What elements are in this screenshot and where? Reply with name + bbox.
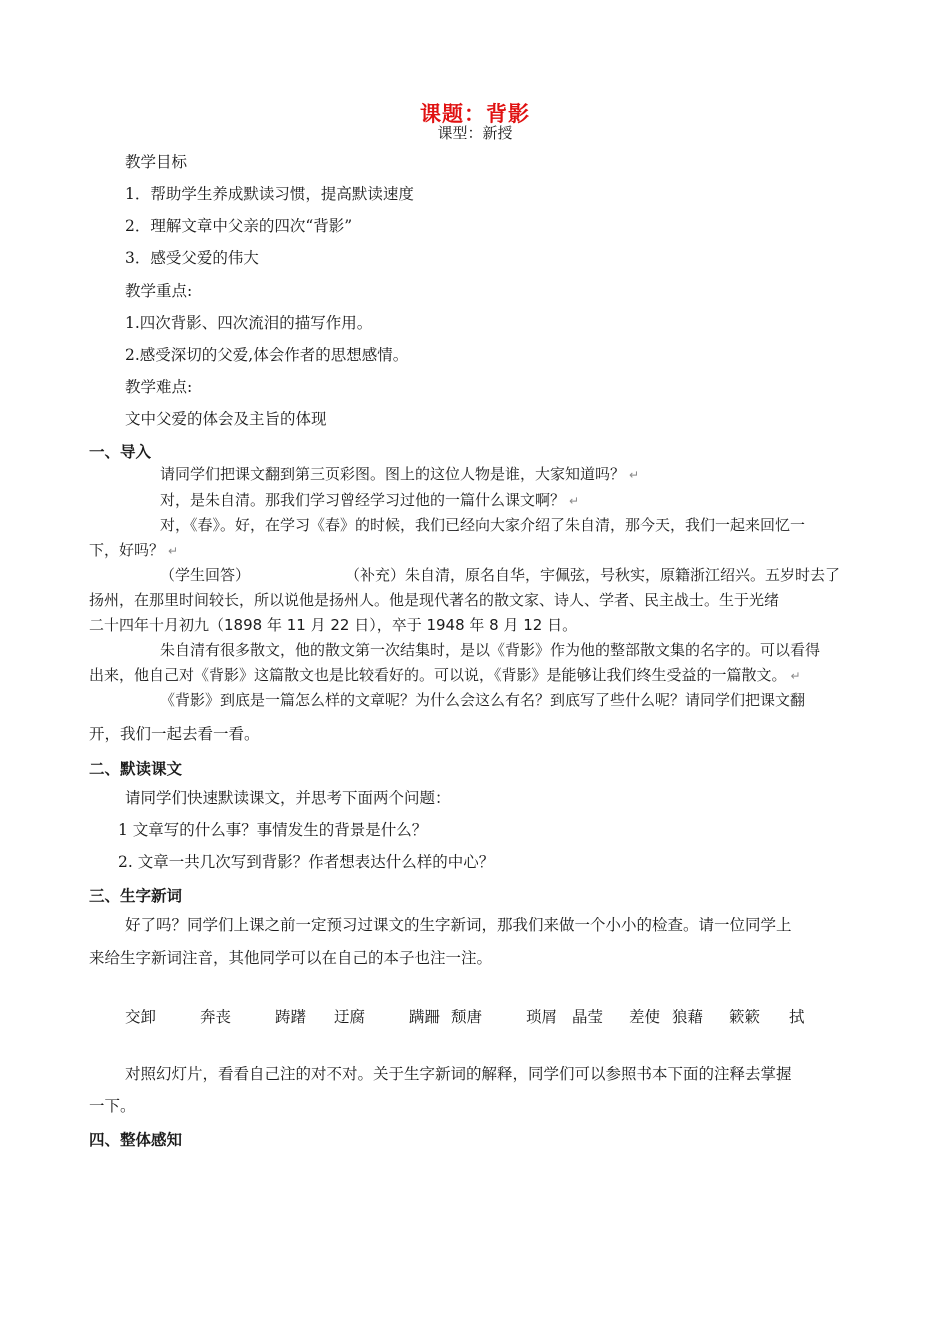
key-point-item: 2.感受深切的父爱,体会作者的思想感情。	[125, 346, 409, 364]
section-heading-vocabulary: 三、生字新词	[89, 887, 183, 905]
intro-paragraph: 朱自清有很多散文，他的散文第一次结集时，是以《背影》作为他的整部散文集的名字的。可以看得	[160, 641, 821, 659]
supplement-text: （补充）朱自清，原名自华，宇佩弦，号秋实，原籍浙江绍兴。五岁时去了	[345, 566, 841, 584]
intro-paragraph: 对，《春》。好，在学习《春》的时候，我们已经向大家介绍了朱自清，那今天，我们一起来回忆一	[160, 516, 806, 534]
objective-item: 1．帮助学生养成默读习惯，提高默读速度	[125, 185, 414, 203]
lesson-type: 课型：新授	[437, 124, 513, 142]
silent-reading-intro: 请同学们快速默读课文，并思考下面两个问题：	[125, 789, 451, 807]
vocabulary-word: 交卸	[125, 1008, 157, 1026]
vocabulary-word: 簌簌	[729, 1008, 761, 1026]
section-heading-overall-perception: 四、整体感知	[89, 1131, 183, 1149]
vocabulary-paragraph: 对照幻灯片，看看自己注的对不对。关于生字新词的解释，同学们可以参照书本下面的注释去掌握	[125, 1065, 792, 1083]
key-points-heading: 教学重点:	[125, 282, 193, 300]
vocabulary-word: 琐屑	[526, 1008, 558, 1026]
intro-paragraph: 下，好吗？ ↵	[89, 541, 179, 559]
vocabulary-word: 迂腐	[334, 1008, 366, 1026]
vocabulary-word: 晶莹	[572, 1008, 604, 1026]
intro-paragraph: 开，我们一起去看一看。	[89, 725, 260, 743]
vocabulary-word: 奔丧	[200, 1008, 232, 1026]
section-heading-intro: 一、导入	[89, 443, 152, 461]
vocabulary-word: 狼藉	[672, 1008, 704, 1026]
intro-paragraph: 《背影》到底是一篇怎么样的文章呢？为什么会这么有名？到底写了些什么呢？请同学们把课文翻	[160, 691, 806, 709]
objectives-heading: 教学目标	[125, 153, 188, 171]
supplement-text: 二十四年十月初九（1898 年 11 月 22 日），卒于 1948 年 8 月 12 日。	[89, 616, 578, 634]
question-item: 1 文章写的什么事？事情发生的背景是什么？	[118, 821, 428, 839]
page-title: 课题：背影	[420, 102, 530, 126]
objective-item: 2．理解文章中父亲的四次“背影”	[125, 217, 353, 235]
supplement-text: 扬州，在那里时间较长，所以说他是扬州人。他是现代著名的散文家、诗人、学者、民主战士。生于光绪	[89, 591, 780, 609]
vocabulary-word: 踌躇	[275, 1008, 307, 1026]
objective-item: 3．感受父爱的伟大	[125, 249, 259, 267]
intro-paragraph: 对，是朱自清。那我们学习曾经学习过他的一篇什么课文啊？ ↵	[160, 491, 580, 509]
vocabulary-word: 差使	[629, 1008, 661, 1026]
key-point-item: 1.四次背影、四次流泪的描写作用。	[125, 314, 373, 332]
vocabulary-paragraph: 来给生字新词注音，其他同学可以在自己的本子也注一注。	[89, 949, 493, 967]
difficulties-text: 文中父爱的体会及主旨的体现	[125, 410, 327, 428]
question-item: 2. 文章一共几次写到背影？作者想表达什么样的中心？	[118, 853, 495, 871]
intro-paragraph: 请同学们把课文翻到第三页彩图。图上的这位人物是谁，大家知道吗？ ↵	[160, 465, 640, 483]
intro-paragraph: 出来，他自己对《背影》这篇散文也是比较看好的。可以说，《背影》是能够让我们终生受益的一篇散文。 ↵	[89, 666, 801, 684]
difficulties-heading: 教学难点:	[125, 378, 193, 396]
section-heading-silent-reading: 二、默读课文	[89, 760, 183, 778]
vocabulary-paragraph: 好了吗？同学们上课之前一定预习过课文的生字新词，那我们来做一个小小的检查。请一位同学上	[125, 916, 792, 934]
vocabulary-word: 颓唐	[451, 1008, 483, 1026]
vocabulary-word: 拭	[789, 1008, 805, 1026]
vocabulary-word: 蹒跚	[409, 1008, 441, 1026]
student-answer-label: （学生回答）	[160, 566, 251, 584]
vocabulary-paragraph: 一下。	[89, 1097, 136, 1115]
